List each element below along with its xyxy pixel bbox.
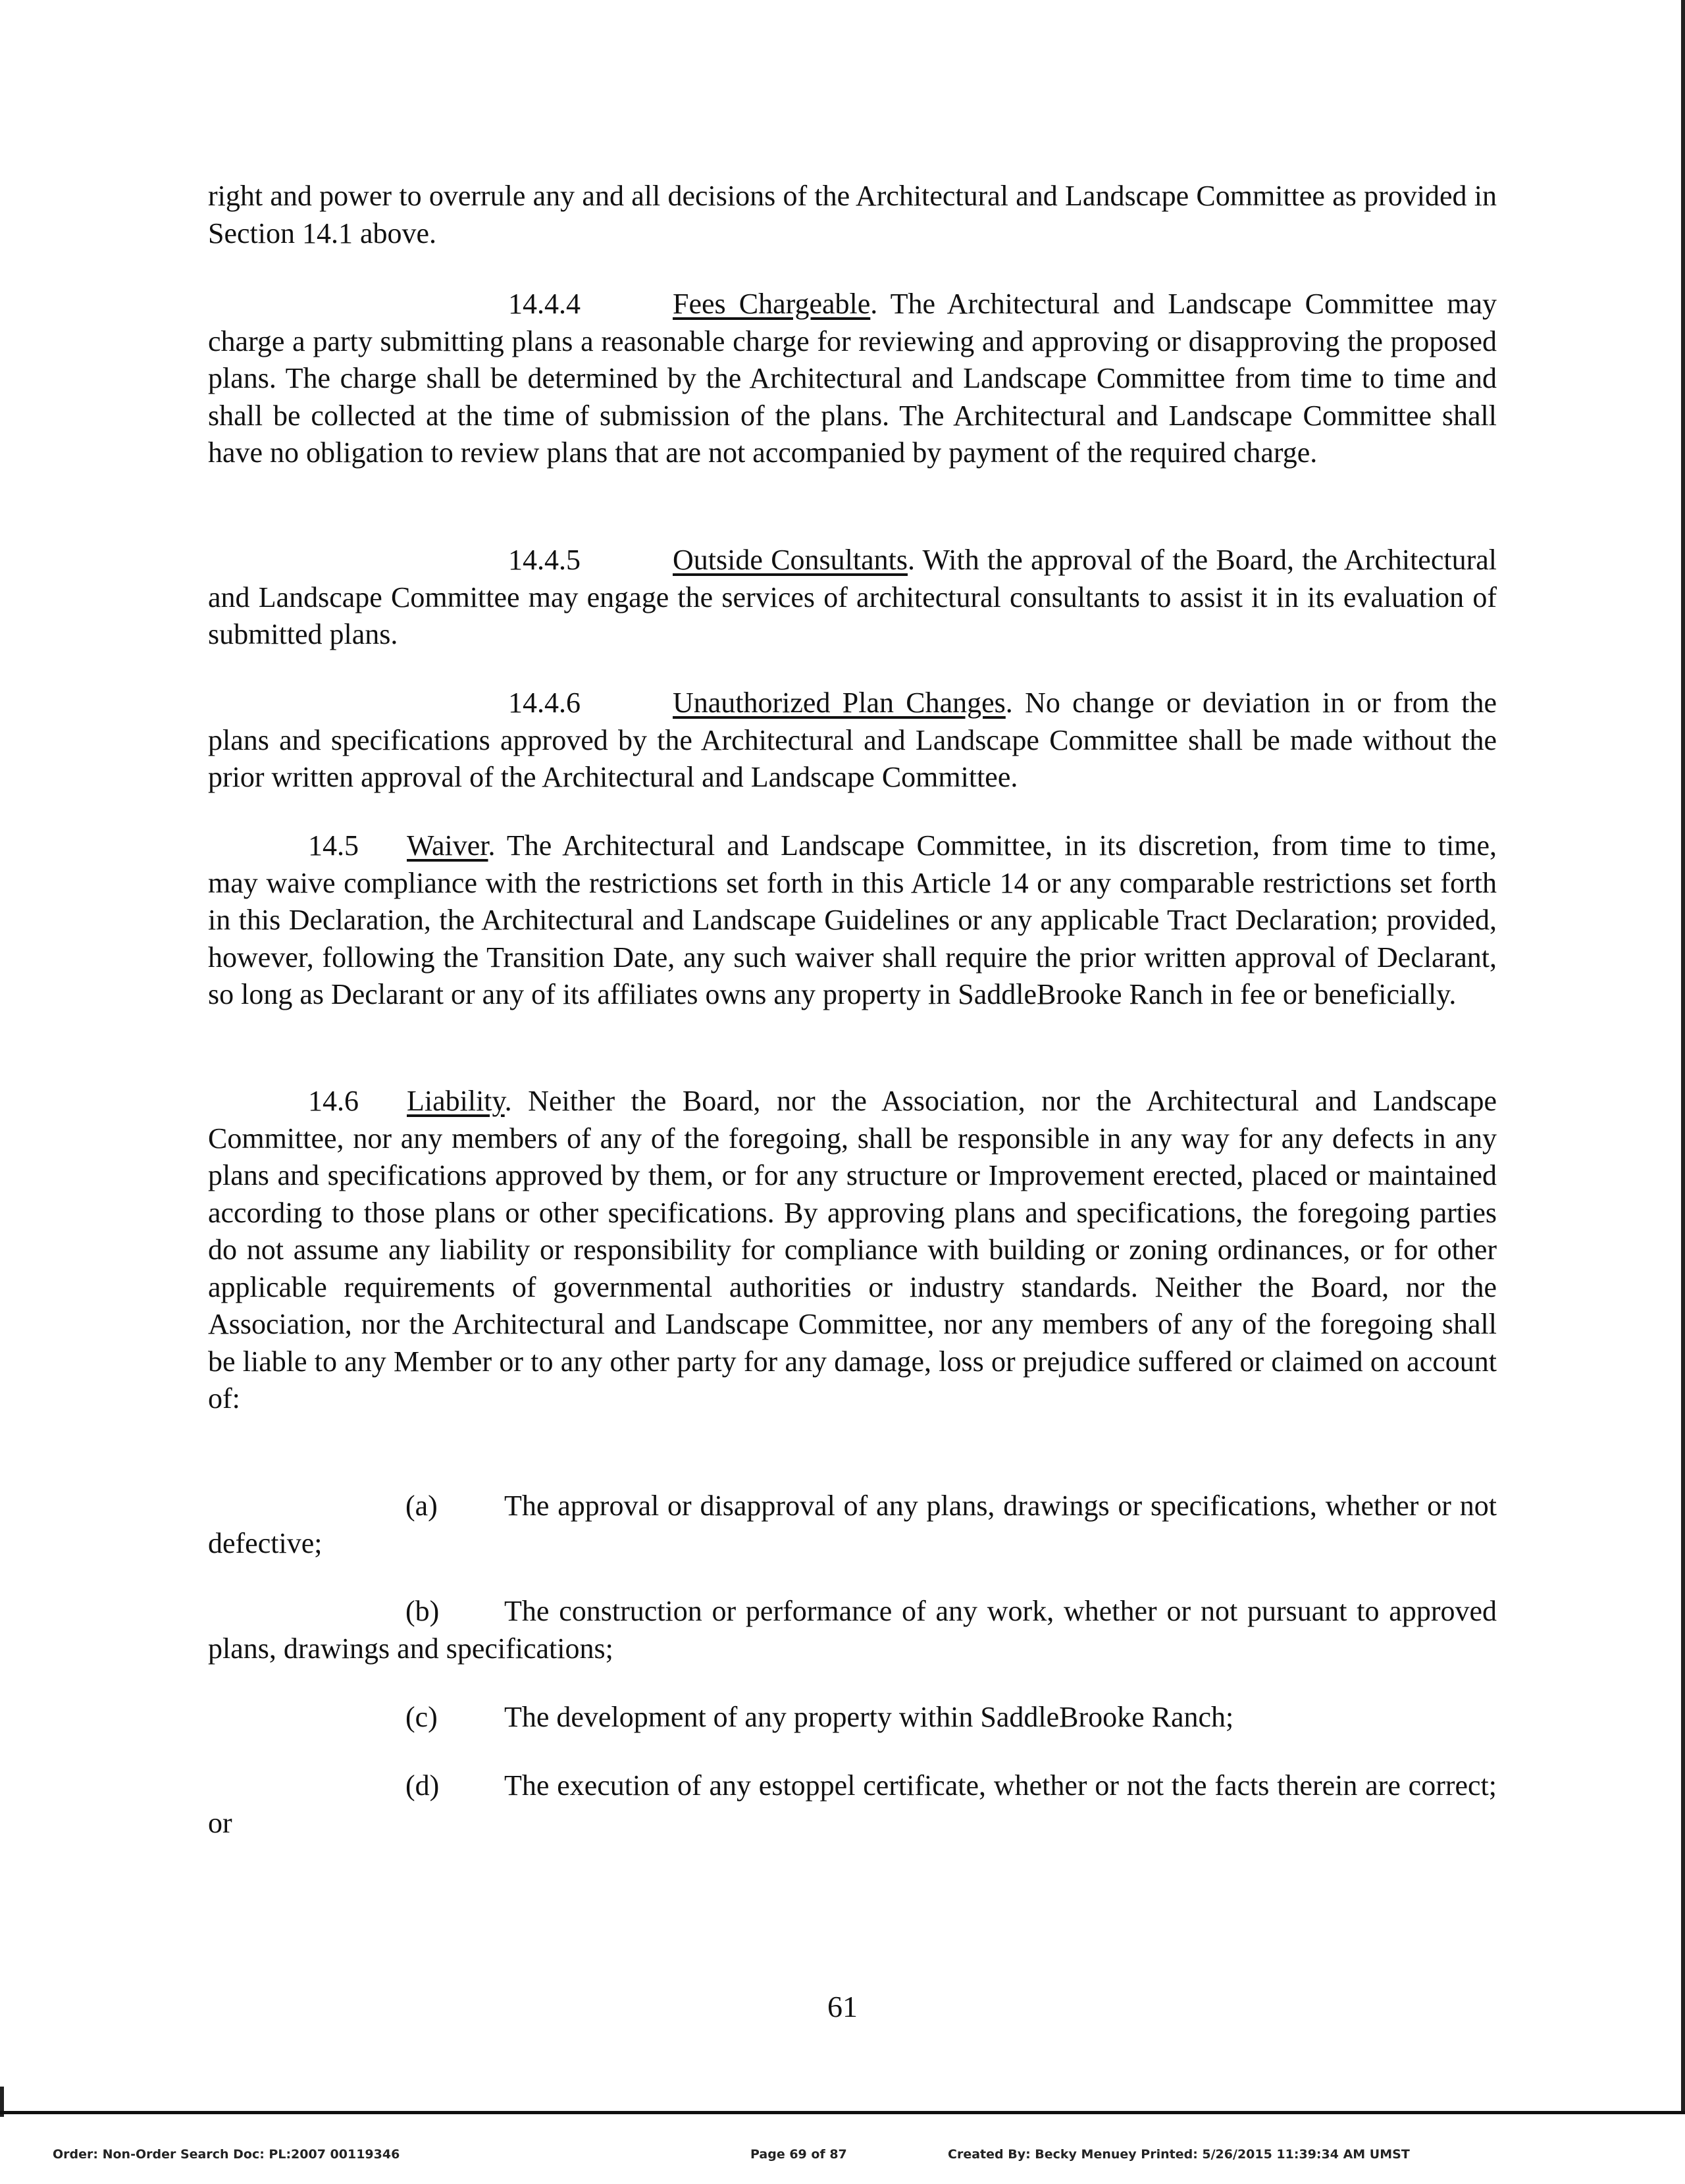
section-heading: Waiver xyxy=(407,829,488,862)
page-number: 61 xyxy=(827,1990,858,2023)
section-14-6 xyxy=(208,1083,1497,1418)
section-heading: Outside Consultants xyxy=(673,544,908,576)
section-body: . No change or deviation in or from the plans and specifications approved by the Architectural and Landscape Committee shall be made without the prior written approval of the Architectural and Landscape Committee. xyxy=(208,687,1497,793)
section-body: . The Architectural and Landscape Committee may charge a party submitting plans a reasonable charge for reviewing and approving or disapproving the proposed plans. The charge shall be determined by the Architectural and Landscape Committee from time to time and shall be collected at the time of submission of the plans. The Architectural and Landscape Committee shall have no obligation to review plans that are not accompanied by payment of the required charge. xyxy=(208,288,1497,469)
footer-created: Created By: Becky Menuey Printed: 5/26/2015 11:39:34 AM UMST xyxy=(948,2147,1410,2162)
list-item-label: (a) xyxy=(405,1490,438,1522)
list-item-d xyxy=(208,1767,1497,1842)
section-14-5 xyxy=(208,827,1497,1014)
section-number: 14.4.4 xyxy=(508,288,581,320)
section-number: 14.4.5 xyxy=(508,544,581,576)
section-body: . The Architectural and Landscape Committee, in its discretion, from time to time, may waive compliance with the restrictions set forth in this Article 14 or any comparable restrictions set forth in this Declaration, the Architectural and Landscape Guidelines or any applicable Tract Declaration; provided, however, following the Transition Date, any such waiver shall require the prior written approval of Declarant, so long as Declarant or any of its affiliates owns any property in SaddleBrooke Ranch in fee or beneficially. xyxy=(208,829,1497,1010)
section-14-4-4 xyxy=(208,286,1497,472)
list-item-label: (c) xyxy=(405,1701,438,1733)
section-body: . With the approval of the Board, the Architectural and Landscape Committee may engage the services of architectural consultants to assist it in its evaluation of submitted plans. xyxy=(208,544,1497,650)
list-item-text: The execution of any estoppel certificate, whether or not the facts therein are correct; or xyxy=(208,1769,1497,1839)
section-body: . Neither the Board, nor the Association, nor the Architectural and Landscape Committee, nor any members of any of the foregoing, shall be responsible in any way for any defects in any plans and specifications approved by them, or for any structure or Improvement erected, placed or maintained according to those plans or other specifications. By approving plans and specifications, the foregoing parties do not assume any liability or responsibility for compliance with building or zoning ordinances, or for other applicable requirements of governmental authorities or industry standards. Neither the Board, nor the Association, nor the Architectural and Landscape Committee, nor any members of any of the foregoing shall be liable to any Member or to any other party for any damage, loss or prejudice suffered or claimed on account of: xyxy=(208,1085,1497,1415)
scan-edge-right xyxy=(1681,0,1685,2114)
list-item-text: The approval or disapproval of any plans, drawings or specifications, whether or not defective; xyxy=(208,1490,1497,1559)
section-14-4-5 xyxy=(208,542,1497,654)
list-item-a xyxy=(208,1488,1497,1562)
section-number: 14.6 xyxy=(308,1085,359,1117)
list-item-label: (b) xyxy=(405,1595,440,1627)
section-heading: Liability xyxy=(407,1085,505,1117)
section-number: 14.4.6 xyxy=(508,687,581,719)
list-item-text: The development of any property within SaddleBrooke Ranch; xyxy=(504,1701,1234,1733)
footer-page: Page 69 of 87 xyxy=(750,2147,847,2162)
list-item-label: (d) xyxy=(405,1769,440,1802)
continued-paragraph: right and power to overrule any and all decisions of the Architectural and Landscape Committee as provided in Section 14.1 above. xyxy=(208,180,1497,249)
print-footer xyxy=(0,2147,1685,2173)
list-item-text: The construction or performance of any work, whether or not pursuant to approved plans, drawings and specifications; xyxy=(208,1595,1497,1665)
section-14-4-6 xyxy=(208,685,1497,796)
footer-divider xyxy=(0,2111,1685,2114)
footer-order: Order: Non-Order Search Doc: PL:2007 00119346 xyxy=(53,2147,400,2162)
section-number: 14.5 xyxy=(308,829,359,862)
list-item-b xyxy=(208,1593,1497,1667)
section-heading: Unauthorized Plan Changes xyxy=(673,687,1006,719)
list-item-c xyxy=(208,1699,1497,1736)
section-heading: Fees Chargeable xyxy=(673,288,871,320)
